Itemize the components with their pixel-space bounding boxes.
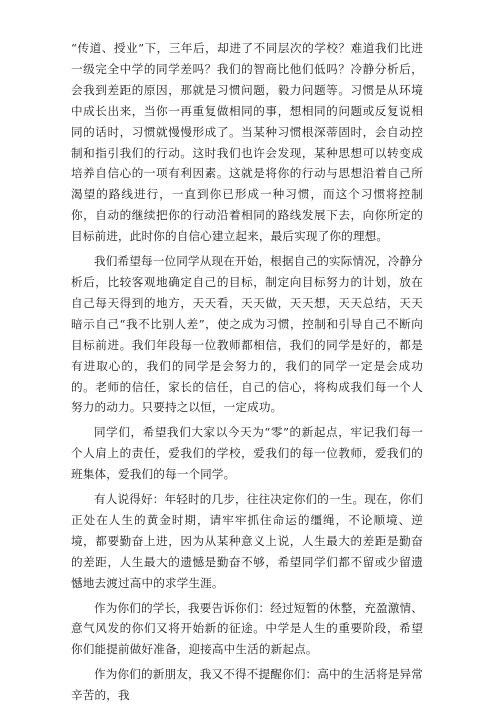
body-paragraph-2: 我们希望每一位同学从现在开始，根据自己的实际情况，冷静分析后，比较客观地确定自己的目标，制定向目标努力的计划，放在自己每天得到的地方，天天看，天天做，天天想，天天总结，天天暗示自己“我不比别人差”，使之成为习惯，控制和引导自己不断向目标前进。我们年段每一位教师都相信，我们的同学是好的，都是有进取心的，我们的同学是会努力的，我们的同学一定是会成功的。老师的信任，家长的信任，自己的信心，将构成我们每一个人努力的动力。只要持之以恒，一定成功。 <box>71 254 423 415</box>
body-paragraph-1: “传道、授业”下，三年后，却进了不同层次的学校？难道我们比进一级完全中学的同学差吗？我们的智商比他们低吗？冷静分析后，会我到差距的原因，那就是习惯问题，毅力问题等。习惯是从环境中成长出来，当你一再重复做相同的事，想相同的问题或反复说相同的话时，习惯就慢慢形成了。当某种习惯根深蒂固时，会自动控制和指引我们的行动。这时我们也许会发现，某种思想可以转变成培养自信心的一项有利因素。这就是将你的行动与思想沿着自己所渴望的路线进行，一直到你已形成一种习惯，而这个习惯将控制你，自动的继续把你的行动沿着相同的路线发展下去，向你所定的目标前进，此时你的自信心建立起来，最后实现了你的理想。 <box>71 41 423 244</box>
body-paragraph-3: 同学们，希望我们大家以今天为“零”的新起点，牢记我们每一个人肩上的责任，爱我们的学校，爱我们的每一位教师，爱我们的班集体，爱我们的每一个同学。 <box>71 425 423 482</box>
body-paragraph-4: 有人说得好：年轻时的几步，往往决定你们的一生。现在，你们正处在人生的黄金时期，请牢牢抓住命运的缰绳，不论顺境、逆境，都要勤奋上进，因为从某种意义上说，人生最大的差距是勤奋的差距，人生最大的遗憾是勤奋不够，希望同学们都不留或少留遗憾地去渡过高中的求学生涯。 <box>71 492 423 590</box>
body-paragraph-6: 作为你们的新朋友，我又不得不提醒你们：高中的生活将是异常辛苦的，我 <box>71 667 423 703</box>
body-paragraph-5: 作为你们的学长，我要告诉你们：经过短暂的休整，充盈激情、意气风发的你们又将开始新的征途。中学是人生的重要阶段，希望你们能提前做好准备，迎接高中生活的新起点。 <box>71 600 423 657</box>
document-page <box>71 38 423 710</box>
